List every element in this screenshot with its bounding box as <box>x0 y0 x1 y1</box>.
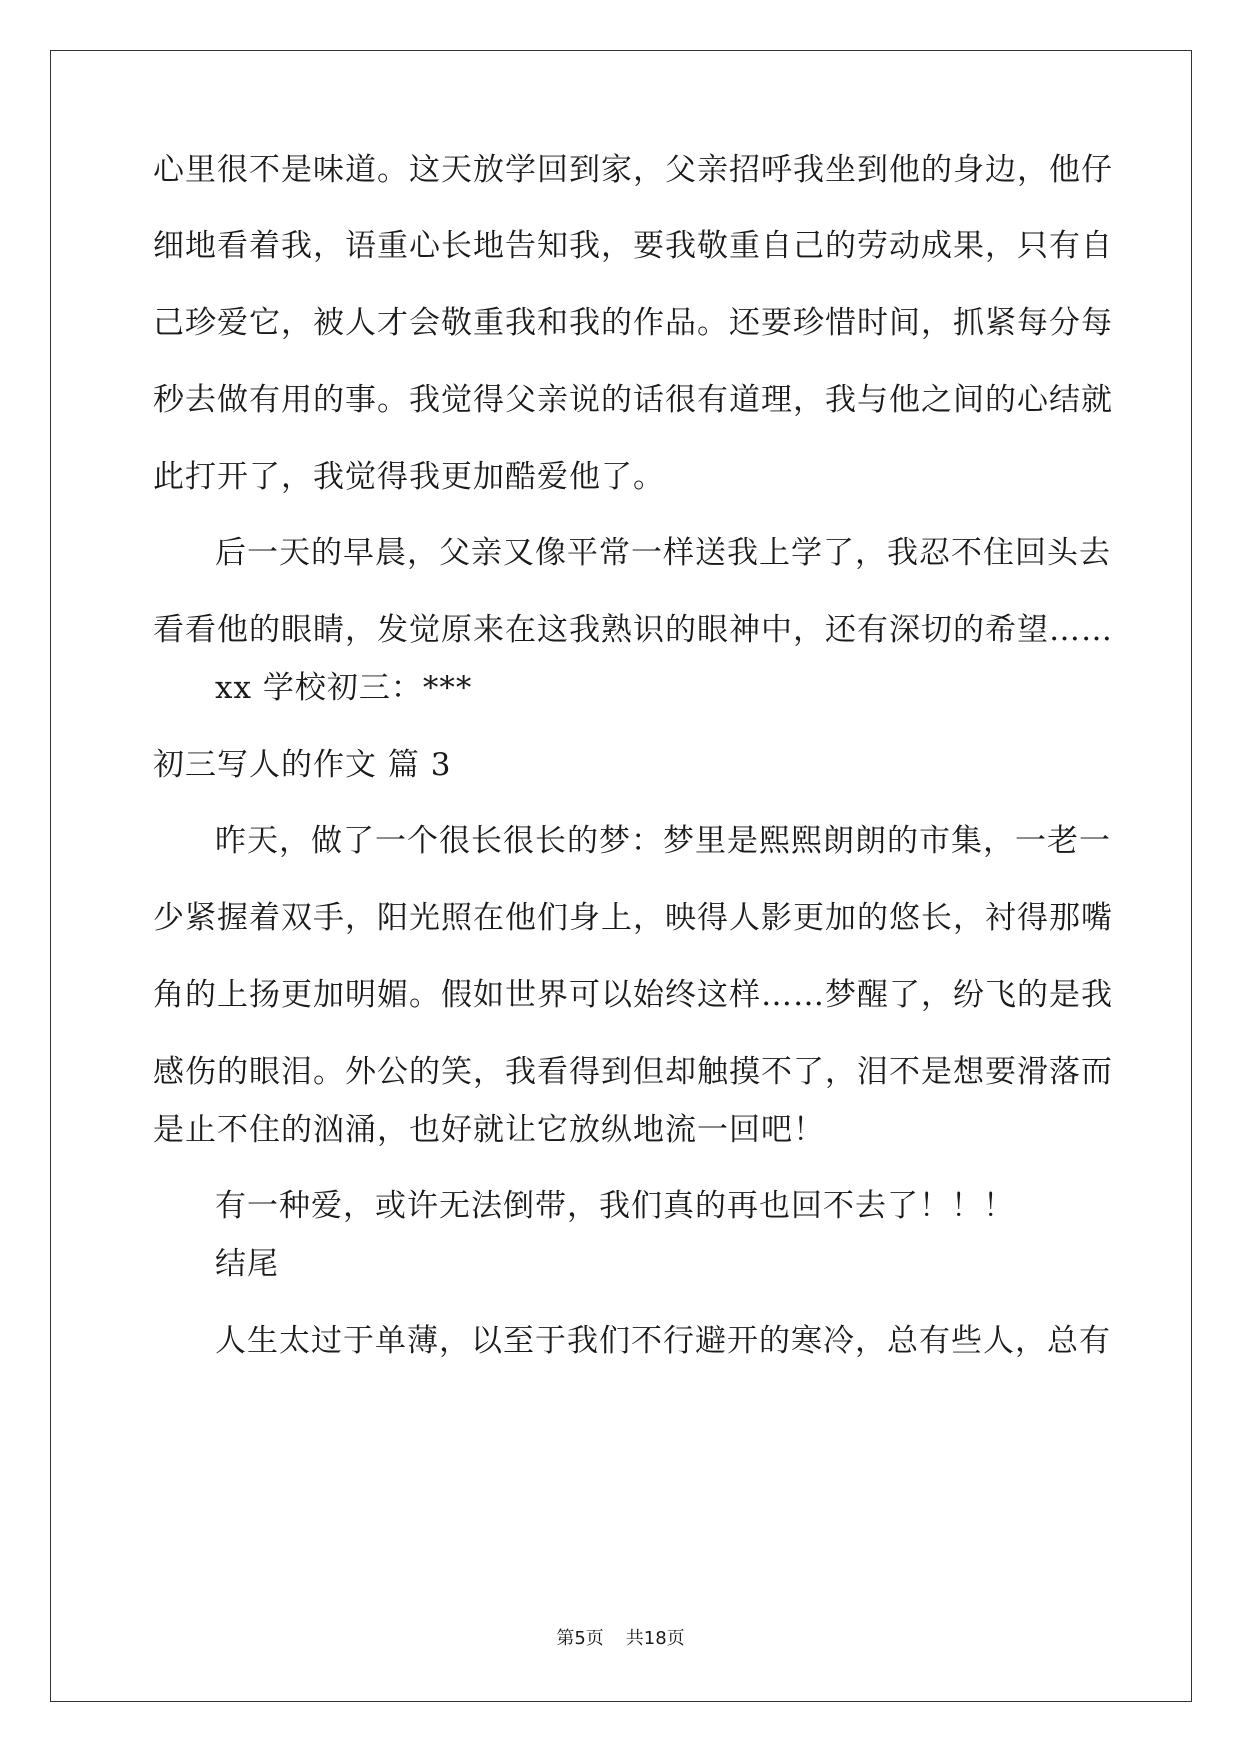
total-suffix: 页 <box>666 1628 685 1649</box>
paragraph-line: 有一种爱，或许无法倒带，我们真的再也回不去了！！！ <box>215 1188 1015 1224</box>
text-line: 己珍爱它，被人才会敬重我和我的作品。还要珍惜时间，抓紧每分每 <box>153 305 1113 341</box>
text-line: 角的上扬更加明媚。假如世界可以始终这样……梦醒了，纷飞的是我 <box>153 977 1113 1013</box>
author-signature: xx 学校初三：*** <box>215 670 473 706</box>
paragraph-start-line: 后一天的早晨，父亲又像平常一样送我上学了，我忍不住回头去 <box>215 535 1111 571</box>
text-line: 心里很不是味道。这天放学回到家，父亲招呼我坐到他的身边，他仔 <box>153 152 1113 188</box>
page-suffix: 页 <box>585 1628 604 1649</box>
paragraph-start-line: 人生太过于单薄，以至于我们不行避开的寒冷，总有些人，总有 <box>215 1323 1111 1359</box>
text-line: 看看他的眼睛，发觉原来在这我熟识的眼神中，还有深切的希望…… <box>153 612 1113 648</box>
section-heading: 初三写人的作文 篇 3 <box>153 747 452 783</box>
total-prefix: 共 <box>625 1628 644 1649</box>
page-prefix: 第 <box>556 1628 575 1649</box>
text-line: 秒去做有用的事。我觉得父亲说的话很有道理，我与他之间的心结就 <box>153 382 1113 418</box>
page-border <box>50 50 1192 1702</box>
text-line: 细地看着我，语重心长地告知我，要我敬重自己的劳动成果，只有自 <box>153 228 1113 264</box>
text-line: 感伤的眼泪。外公的笑，我看得到但却触摸不了，泪不是想要滑落而 <box>153 1054 1113 1090</box>
text-line: 是止不住的汹涌，也好就让它放纵地流一回吧！ <box>153 1112 825 1148</box>
text-line: 此打开了，我觉得我更加酷爱他了。 <box>153 459 665 495</box>
current-page-number: 5 <box>574 1628 586 1649</box>
paragraph-start-line: 昨天，做了一个很长很长的梦：梦里是熙熙朗朗的市集，一老一 <box>215 823 1111 859</box>
text-line: 少紧握着双手，阳光照在他们身上，映得人影更加的悠长，衬得那嘴 <box>153 900 1113 936</box>
page-footer <box>0 1627 1241 1651</box>
section-label: 结尾 <box>215 1246 279 1282</box>
total-pages-number: 18 <box>643 1628 667 1649</box>
